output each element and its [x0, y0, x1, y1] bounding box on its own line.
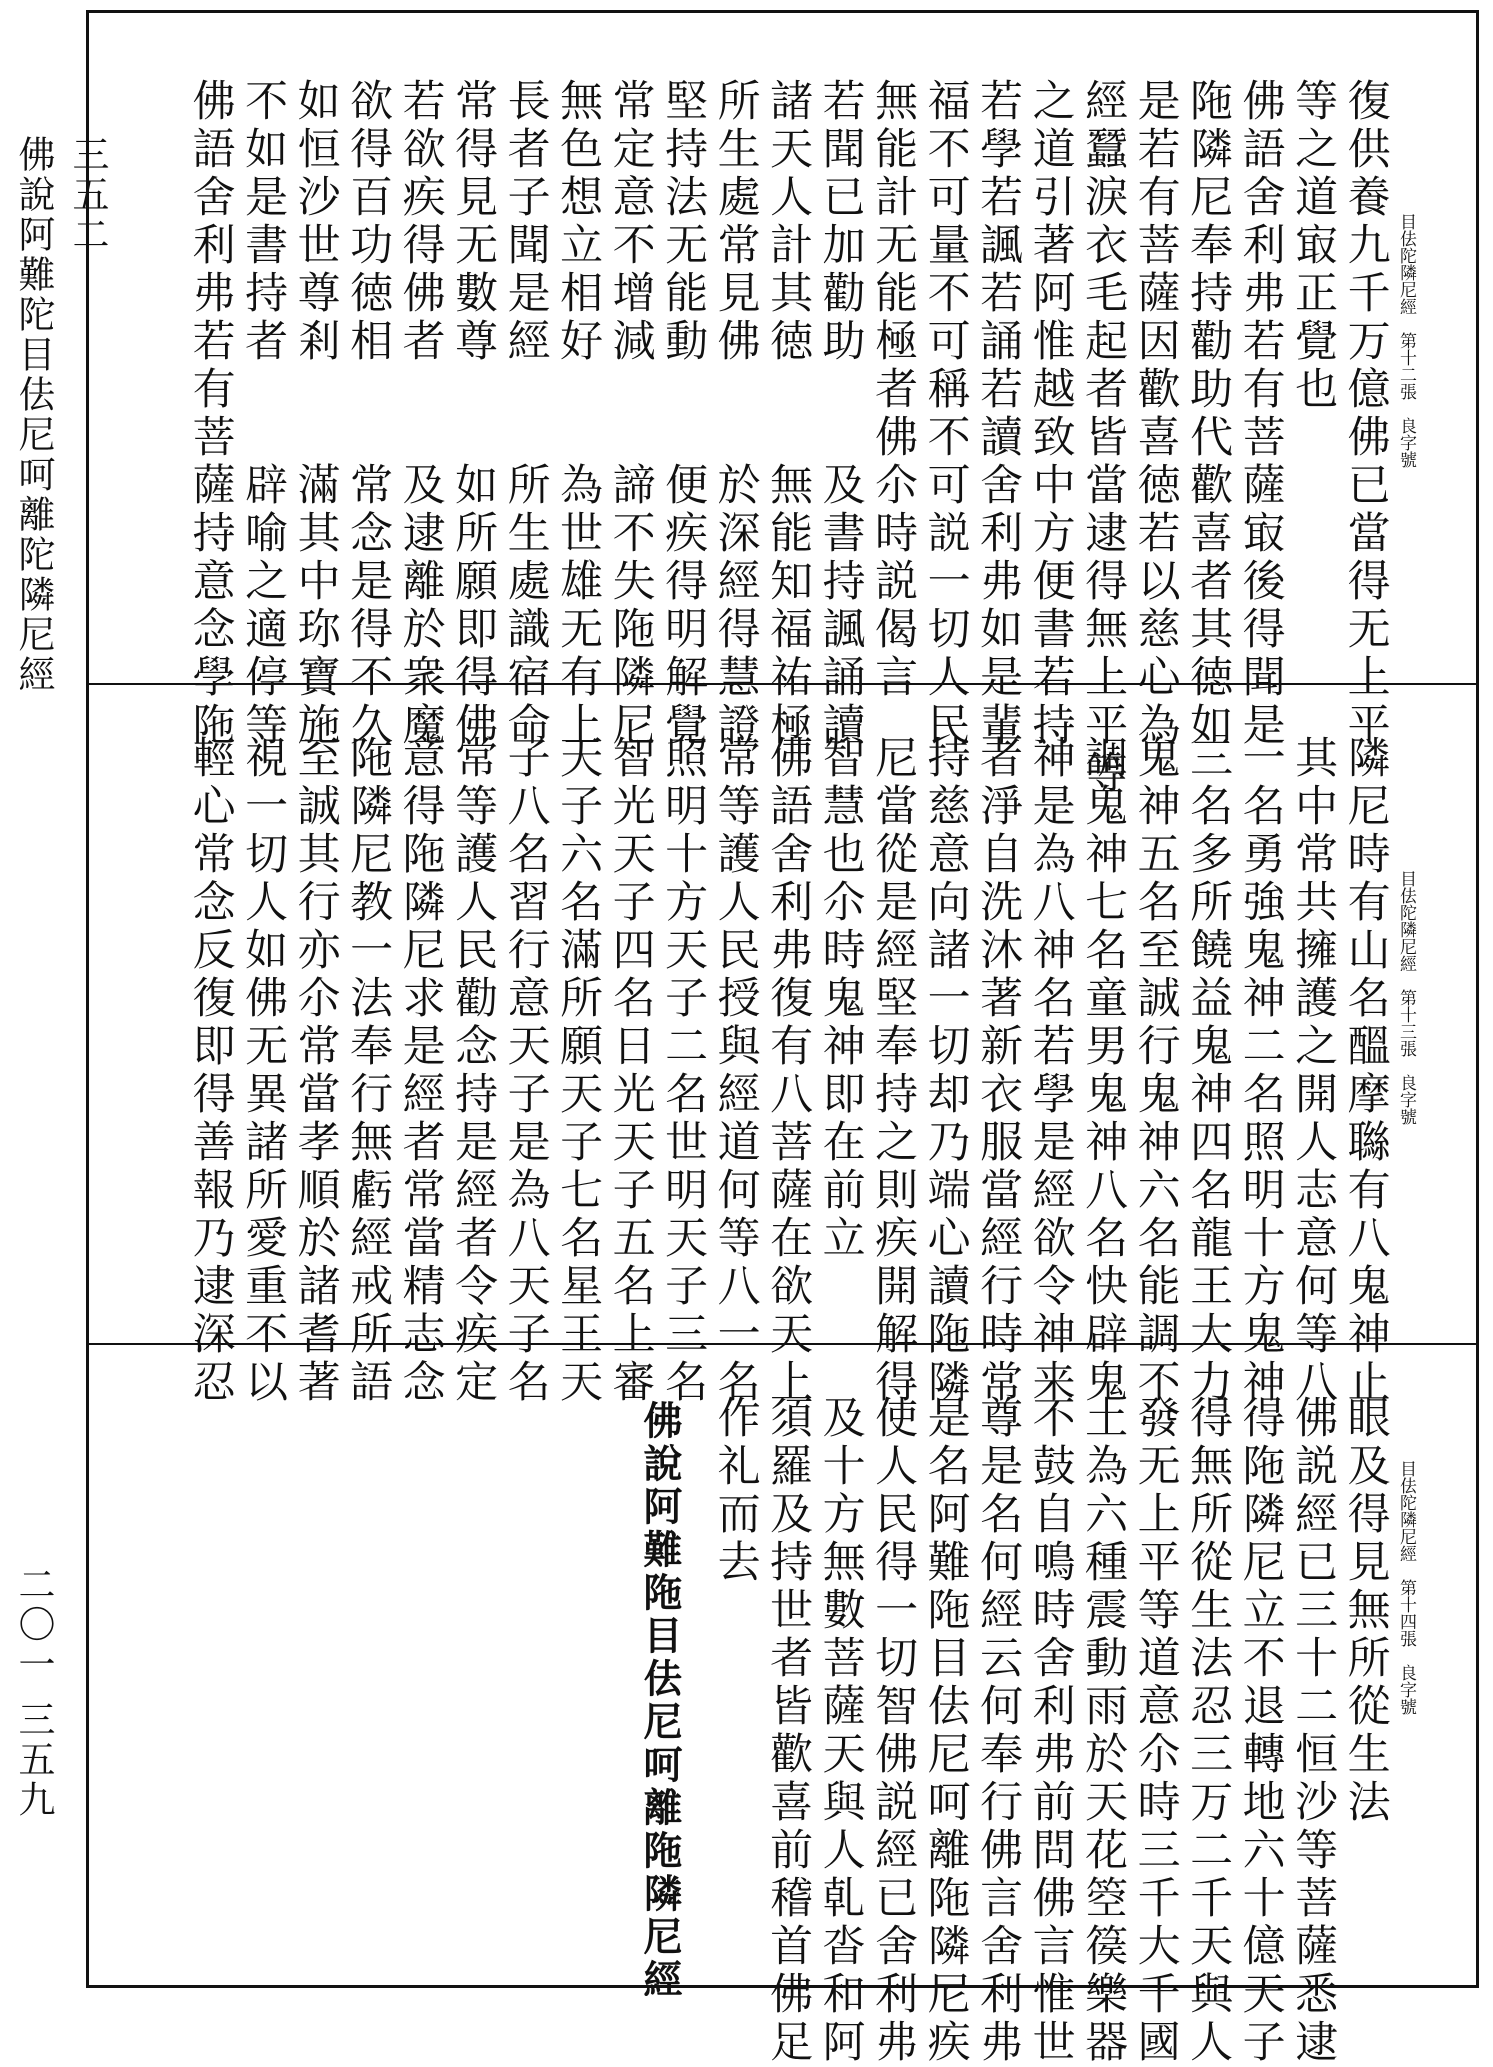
text-column: 意得陁隣尼求是經者常當精志念	[395, 735, 446, 1407]
text-column: 不如是書持者 辟喻之適停等	[238, 78, 289, 750]
text-column: 照明十方天子二名世明天子三名	[658, 735, 709, 1407]
text-column: 智慧也尒時鬼神即在前立	[815, 735, 866, 1263]
text-column: 視一切人如佛无異諸所愛重不以	[238, 735, 289, 1407]
text-column: 欲得百功徳相 常念是得不久	[343, 78, 394, 750]
text-column: 常等護人民授與經道何等八一名	[710, 735, 761, 1407]
text-column: 諸天人計其徳 無能知福祐極	[763, 78, 814, 750]
text-column: 至誠其行亦尒常當孝順於諸耆著	[290, 735, 341, 1407]
text-column: 調鬼神七名童男鬼神八名快辟鬼	[1078, 735, 1129, 1407]
text-column: 使人民得一切智佛説經已舍利弗	[868, 1395, 919, 2067]
text-column: 佛語舍利弗若有菩薩㝡後得聞是	[1235, 78, 1286, 750]
text-column: 若聞已加勸助 及書持諷誦讀	[815, 78, 866, 750]
text-column: 所生處常見佛 於深經得慧證	[710, 78, 761, 750]
text-column: 陁隣尼奉持勸助代歡喜者其徳如	[1183, 78, 1234, 750]
margin-sutra-title: 佛說阿難陀目佉尼呵離陀隣尼經	[12, 135, 55, 695]
text-column: 及十方無數菩薩天與人乹沓和阿	[815, 1395, 866, 2067]
text-column: 天子六名滿所願天子七名星王天	[553, 735, 604, 1407]
text-column: 輕心常念反復即得善報乃逮深忍	[185, 735, 236, 1407]
text-column: 長者子聞是經 所生處識宿命	[500, 78, 551, 750]
text-column: 一名勇強鬼神二名照明十方鬼神	[1235, 735, 1286, 1407]
panel-3	[89, 1345, 1476, 2067]
text-column: 佛語舍利弗若有菩薩持意念學陁	[185, 78, 236, 750]
text-column: 持慈意向諸一切却乃端心讀陁隣	[920, 735, 971, 1407]
text-column: 其中常共擁護之開人志意何等八	[1288, 735, 1339, 1407]
text-column: 眼及得見無所從生法	[1340, 1395, 1391, 1827]
panel-2	[89, 685, 1476, 1407]
panel-3-note: 目佉陀隣尼經 第十四張 良字號	[1396, 1460, 1416, 1715]
text-column: 神是為八神名若學是經欲令神来	[1025, 735, 1076, 1407]
text-column: 復供養九千万億佛已當得无上平	[1340, 78, 1391, 750]
text-column: 經蠶淚衣毛起者皆當逮得無上平等	[1078, 78, 1129, 798]
text-column: 不鼓自鳴時舍利弗前問佛言惟世	[1025, 1395, 1076, 2067]
panel-1	[89, 13, 1476, 798]
text-column: 常定意不增減 諦不失陁隣尼	[605, 78, 656, 750]
text-column: 若學若諷若誦若讀舍利弗如是輩	[973, 78, 1024, 750]
text-column: 堅持法无能動 便疾得明解覺	[658, 78, 709, 750]
text-column: 尼當從是經堅奉持之則疾開解得	[868, 735, 919, 1407]
text-column: 陁隣尼教一法奉行無虧經戒所語	[343, 735, 394, 1407]
text-column: 若欲疾得佛者 及逮離於衆魔	[395, 78, 446, 750]
text-column: 作礼而去	[710, 1395, 761, 1587]
margin-page-number: 三五二	[66, 135, 109, 255]
text-column: 發无上平等道意尒時三千大千國	[1130, 1395, 1181, 2067]
text-column: 隣尼時有山名醞摩䏈有八鬼神止	[1340, 735, 1391, 1407]
text-column: 如恒沙世尊剎 滿其中珎寶施	[290, 78, 341, 750]
text-column: 土為六種震動雨於天花箜篌樂器	[1078, 1395, 1129, 2067]
text-column: 尊是名何經云何奉行佛言舍利弗	[973, 1395, 1024, 2067]
text-column: 是若有菩薩因歡喜徳若以慈心為	[1130, 78, 1181, 750]
text-column: 者淨自洗沐著新衣服當經行時常	[973, 735, 1024, 1407]
text-column: 常等護人民勸念持是經者令疾定	[448, 735, 499, 1407]
panel-1-note: 目佉陀隣尼經 第十二張 良字號	[1396, 213, 1416, 468]
text-column: 得無所從生法忍三万二千天與人	[1183, 1395, 1234, 2067]
text-column: 常得見无數尊 如所願即得佛	[448, 78, 499, 750]
text-column: 之道引著阿惟越致中方便書若持	[1025, 78, 1076, 750]
end-title: 佛說阿難陁目佉尼呵離陁隣尼經	[637, 1400, 683, 2002]
text-column: 佛説經已三十二恒沙等菩薩悉逮	[1288, 1395, 1339, 2067]
text-column: 無色想立相好 為世雄无有上	[553, 78, 604, 750]
text-column: 福不可量不可稱不可説一切人民	[920, 78, 971, 750]
text-column: 等之道㝡正覺也	[1288, 78, 1339, 414]
panel-2-note: 目佉陀隣尼經 第十三張 良字號	[1396, 870, 1416, 1125]
page-frame	[86, 10, 1479, 2067]
text-column: 佛語舍利弗復有八菩薩在欲天上	[763, 735, 814, 1407]
text-column: 子八名習行意天子是為八天子名	[500, 735, 551, 1407]
margin-volume-page: 二〇一 三五九	[12, 1565, 55, 1820]
text-column: 得陁隣尼立不退轉地六十億天子	[1235, 1395, 1286, 2067]
text-column: 是名阿難陁目佉尼呵離陁隣尼疾	[920, 1395, 971, 2067]
text-column: 須羅及持世者皆歡喜前稽首佛足	[763, 1395, 814, 2067]
text-column: 三名多所饒益鬼神四名龍王大力	[1183, 735, 1234, 1407]
text-column: 鬼神五名至誠行鬼神六名能調不	[1130, 735, 1181, 1407]
text-column: 無能計无能極者佛尒時説偈言	[868, 78, 919, 702]
text-column: 智光天子四名日光天子五名上審	[605, 735, 656, 1407]
